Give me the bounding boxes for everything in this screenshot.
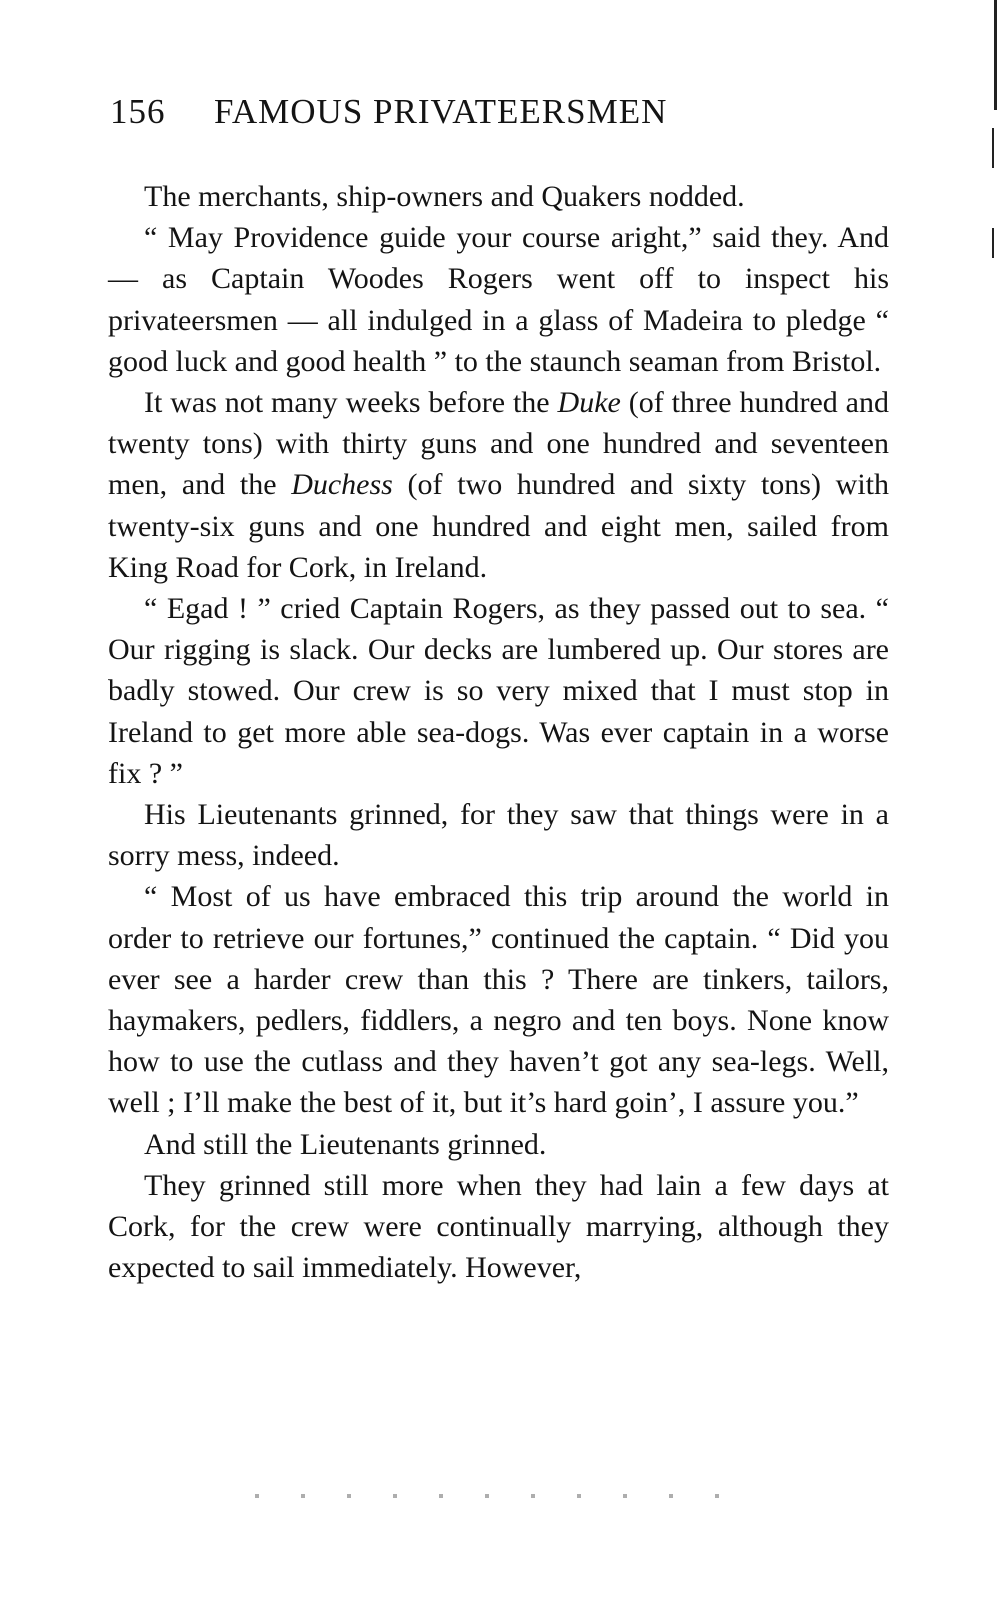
page-edge-mark — [994, 0, 997, 110]
paragraph-7: And still the Lieutenants grinned. — [144, 1127, 547, 1161]
paragraph-3: It was not many weeks before the Duke (of three hundred and twenty tons) with thirty guns and one hundred and seventeen men, and the Duchess (of two hundred and sixty tons) with twenty-six guns and one hundred and eight men, sailed from King Road for Cork, in Ireland. — [108, 386, 889, 584]
ship-name-duke: Duke — [557, 386, 621, 420]
running-title: FAMOUS PRIVATEERSMEN — [214, 92, 668, 131]
page-edge-mark — [992, 228, 994, 258]
ship-name-duchess: Duchess — [291, 468, 393, 502]
paragraph-4: “ Egad ! ” cried Captain Rogers, as they passed out to sea. “ Our rigging is slack. Our decks are lumbered up. Our stores are badly stowed. Our crew is so very mixed that I must stop in Ireland to get more able sea-dogs. Was ever captain in a worse fix ? ” — [108, 592, 889, 790]
paragraph-5: His Lieutenants grinned, for they saw that things were in a sorry mess, indeed. — [108, 798, 889, 873]
paragraph-2: “ May Providence guide your course aright,” said they. And — as Captain Woodes Rogers went off to inspect his privateersmen — all indulged in a glass of Madeira to pledge “ good luck and good health ” to the staunch seaman from Bristol. — [108, 221, 889, 378]
page-edge-mark — [992, 128, 994, 168]
body-text — [108, 176, 889, 1288]
page-number: 156 — [110, 92, 166, 131]
paragraph-6: “ Most of us have embraced this trip around the world in order to retrieve our fortunes,” continued the captain. “ Did you ever see a harder crew than this ? There are tinkers, tailors, haymakers, pedlers, fiddlers, a negro and ten boys. None know how to use the cutlass and they haven’t got any sea-legs. Well, well ; I’ll make the best of it, but it’s hard goin’, I assure you.” — [108, 880, 889, 1120]
running-header — [110, 92, 667, 132]
scan-artifact-marks — [255, 1494, 735, 1498]
paragraph-8: They grinned still more when they had lain a few days at Cork, for the crew were continually marrying, although they expected to sail immediately. However, — [108, 1168, 889, 1285]
paragraph-1: The merchants, ship-owners and Quakers nodded. — [144, 180, 745, 213]
